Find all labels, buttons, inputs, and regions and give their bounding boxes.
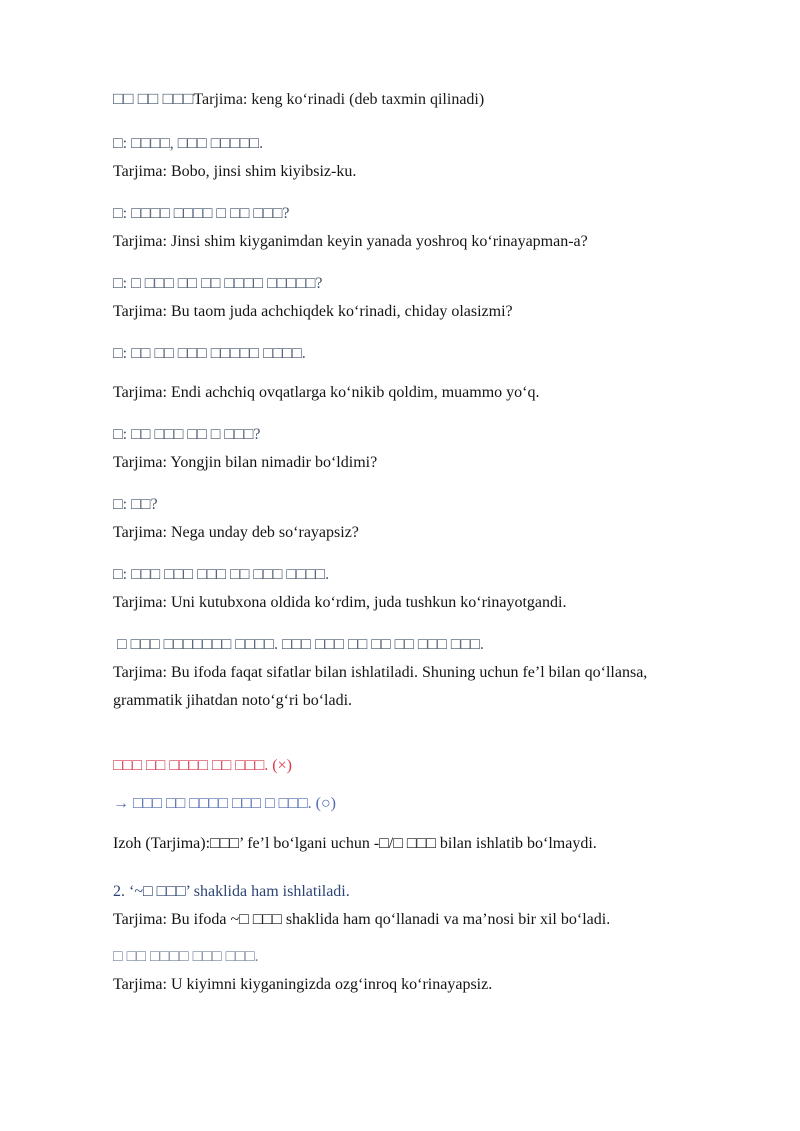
intro-korean-boxes: □□ □□ □□□ bbox=[113, 89, 194, 108]
intro-line bbox=[113, 85, 687, 114]
dialog-korean-line: □: □□□□ □□□□ □ □□ □□□? bbox=[113, 205, 290, 222]
dialog-korean-line: □: □ □□□ □□ □□ □□□□ □□□□□? bbox=[113, 275, 323, 292]
example-correct-line: → □□□ □□ □□□□ □□□ □ □□□. (○) bbox=[113, 795, 336, 812]
dialog-translation-line: Tarjima: Endi achchiq ovqatlarga ko‘nikib qoldim, muammo yo‘q. bbox=[113, 384, 540, 401]
rule-translation-line: Tarjima: Bu ifoda faqat sifatlar bilan ishlatiladi. Shuning uchun fe’l bilan qo‘llansa, grammatik jihatdan noto‘g‘ri bo‘ladi. bbox=[113, 664, 652, 709]
dialog-translation-line: Tarjima: Yongjin bilan nimadir bo‘ldimi? bbox=[113, 454, 378, 471]
example2-korean-line: □ □□ □□□□ □□□ □□□. bbox=[113, 948, 259, 965]
dialog-korean-line: □: □□□□, □□□ □□□□□. bbox=[113, 135, 264, 152]
dialog-korean-line: □: □□□ □□□ □□□ □□ □□□ □□□□. bbox=[113, 566, 330, 583]
dialog-translation-line: Tarjima: Nega unday deb so‘rayapsiz? bbox=[113, 524, 359, 541]
dialog-translation-line: Tarjima: Uni kutubxona oldida ko‘rdim, juda tushkun ko‘rinayotgandi. bbox=[113, 594, 567, 611]
intro-translation: Tarjima: keng ko‘rinadi (deb taxmin qilinadi) bbox=[193, 91, 485, 108]
note-line: Izoh (Tarjima):□□□’ fe’l bo‘lgani uchun -□/□ □□□ bilan ishlatib bo‘lmaydi. bbox=[113, 835, 597, 852]
section2-heading: 2. ‘~□ □□□’ shaklida ham ishlatiladi. bbox=[113, 883, 350, 900]
dialog-korean-line: □: □□ □□□ □□ □ □□□? bbox=[113, 426, 261, 443]
example-wrong-line: □□□ □□ □□□□ □□ □□□. (×) bbox=[113, 757, 292, 774]
dialog-korean-line: □: □□? bbox=[113, 496, 158, 513]
rule-korean-line: □ □□□ □□□□□□□ □□□□. □□□ □□□ □□ □□ □□ □□□ □□□. bbox=[113, 636, 484, 653]
dialog-translation-line: Tarjima: Bobo, jinsi shim kiyibsiz-ku. bbox=[113, 163, 357, 180]
dialog-korean-line: □: □□ □□ □□□ □□□□□ □□□□. bbox=[113, 345, 306, 362]
example2-translation-line: Tarjima: U kiyimni kiyganingizda ozg‘inroq ko‘rinayapsiz. bbox=[113, 976, 493, 993]
dialog-translation-line: Tarjima: Bu taom juda achchiqdek ko‘rinadi, chiday olasizmi? bbox=[113, 303, 513, 320]
dialog-translation-line: Tarjima: Jinsi shim kiyganimdan keyin yanada yoshroq ko‘rinayapman-a? bbox=[113, 233, 588, 250]
section2-translation: Tarjima: Bu ifoda ~□ □□□ shaklida ham qo‘llanadi va ma’nosi bir xil bo‘ladi. bbox=[113, 911, 611, 928]
